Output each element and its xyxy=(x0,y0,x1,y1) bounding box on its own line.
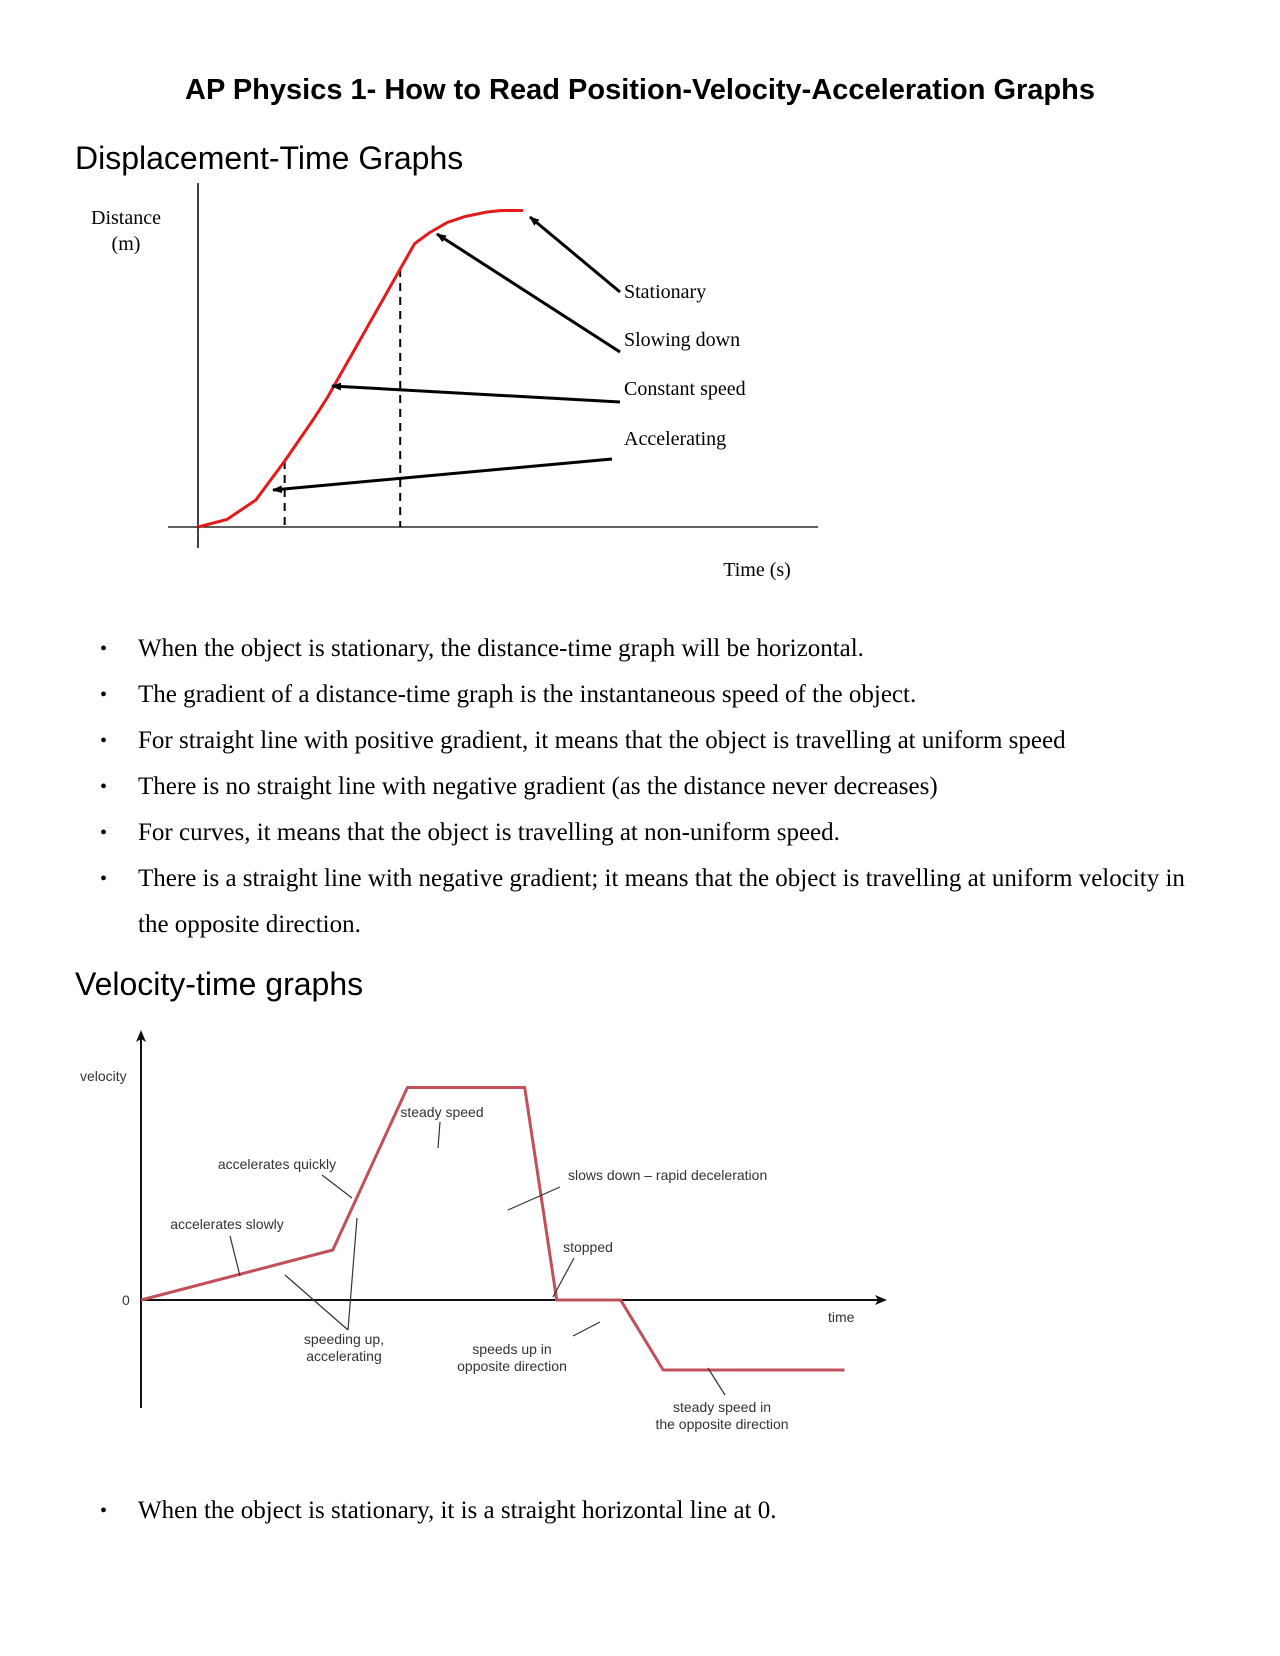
bullet-item: • For curves, it means that the object is travelling at non-uniform speed. xyxy=(0,810,1280,856)
label-speeding-up: speeding up, xyxy=(303,1331,385,1347)
label-opposite-direction: opposite direction xyxy=(457,1358,567,1374)
leader-speeds-up-opposite xyxy=(573,1322,600,1336)
label-accelerates-quickly: accelerates quickly xyxy=(217,1156,337,1172)
label-the-opposite-direction: the opposite direction xyxy=(655,1416,789,1432)
time-axis-label: time xyxy=(828,1309,855,1325)
bullet-item: • When the object is stationary, it is a straight horizontal line at 0. xyxy=(0,1488,1280,1534)
leader-slows-down xyxy=(508,1187,560,1210)
label-constant-speed: Constant speed xyxy=(624,378,746,400)
bullet-item: • There is no straight line with negative gradient (as the distance never decreases) xyxy=(0,764,1280,810)
arrow-accelerating xyxy=(273,459,612,490)
label-steady-speed-in: steady speed in xyxy=(672,1399,772,1415)
leader-accelerates-quickly xyxy=(322,1175,352,1198)
x-axis-label: Time (s) xyxy=(723,559,791,581)
leader-steady-speed xyxy=(438,1122,440,1148)
y-axis-label-line1: Distance xyxy=(91,207,161,229)
bullet-item: • For straight line with positive gradient, it means that the object is travelling at uniform speed xyxy=(0,718,1280,764)
arrow-slowing-down xyxy=(437,234,620,352)
leader-speeding-up-2 xyxy=(348,1218,357,1330)
label-stopped: stopped xyxy=(563,1239,613,1255)
bullet-item: • There is a straight line with negative gradient; it means that the object is travelling at uniform velocity in the opposite direction. xyxy=(0,856,1280,948)
label-stationary: Stationary xyxy=(624,281,707,303)
leader-accelerates-slowly xyxy=(230,1236,240,1276)
arrow-stationary xyxy=(530,217,620,292)
velocity-axis-label: velocity xyxy=(80,1068,127,1084)
label-steady-speed: steady speed xyxy=(400,1104,484,1120)
arrow-constant-speed xyxy=(332,386,620,402)
leader-steady-opposite xyxy=(708,1368,725,1395)
displacement-bullet-list xyxy=(0,626,1280,948)
section-heading-displacement: Displacement-Time Graphs xyxy=(75,140,464,176)
y-axis-label-line2: (m) xyxy=(111,233,141,255)
zero-label: 0 xyxy=(122,1292,130,1308)
leader-speeding-up-1 xyxy=(285,1275,348,1330)
label-slowing-down: Slowing down xyxy=(624,329,741,351)
section-heading-velocity: Velocity-time graphs xyxy=(75,966,364,1002)
label-speeds-up-in: speeds up in xyxy=(472,1341,552,1357)
displacement-time-chart xyxy=(0,170,1280,590)
label-accelerating: accelerating xyxy=(306,1348,382,1364)
label-slows-down: slows down – rapid deceleration xyxy=(568,1167,768,1183)
velocity-time-chart xyxy=(0,1020,1280,1440)
page-title: AP Physics 1- How to Read Position-Velocity-Acceleration Graphs xyxy=(185,74,1095,106)
bullet-item: • When the object is stationary, the distance-time graph will be horizontal. xyxy=(0,626,1280,672)
label-accelerating: Accelerating xyxy=(624,428,727,450)
velocity-bullet-list xyxy=(0,1488,1280,1534)
bullet-item: • The gradient of a distance-time graph is the instantaneous speed of the object. xyxy=(0,672,1280,718)
leader-stopped xyxy=(553,1258,574,1297)
label-accelerates-slowly: accelerates slowly xyxy=(170,1216,284,1232)
